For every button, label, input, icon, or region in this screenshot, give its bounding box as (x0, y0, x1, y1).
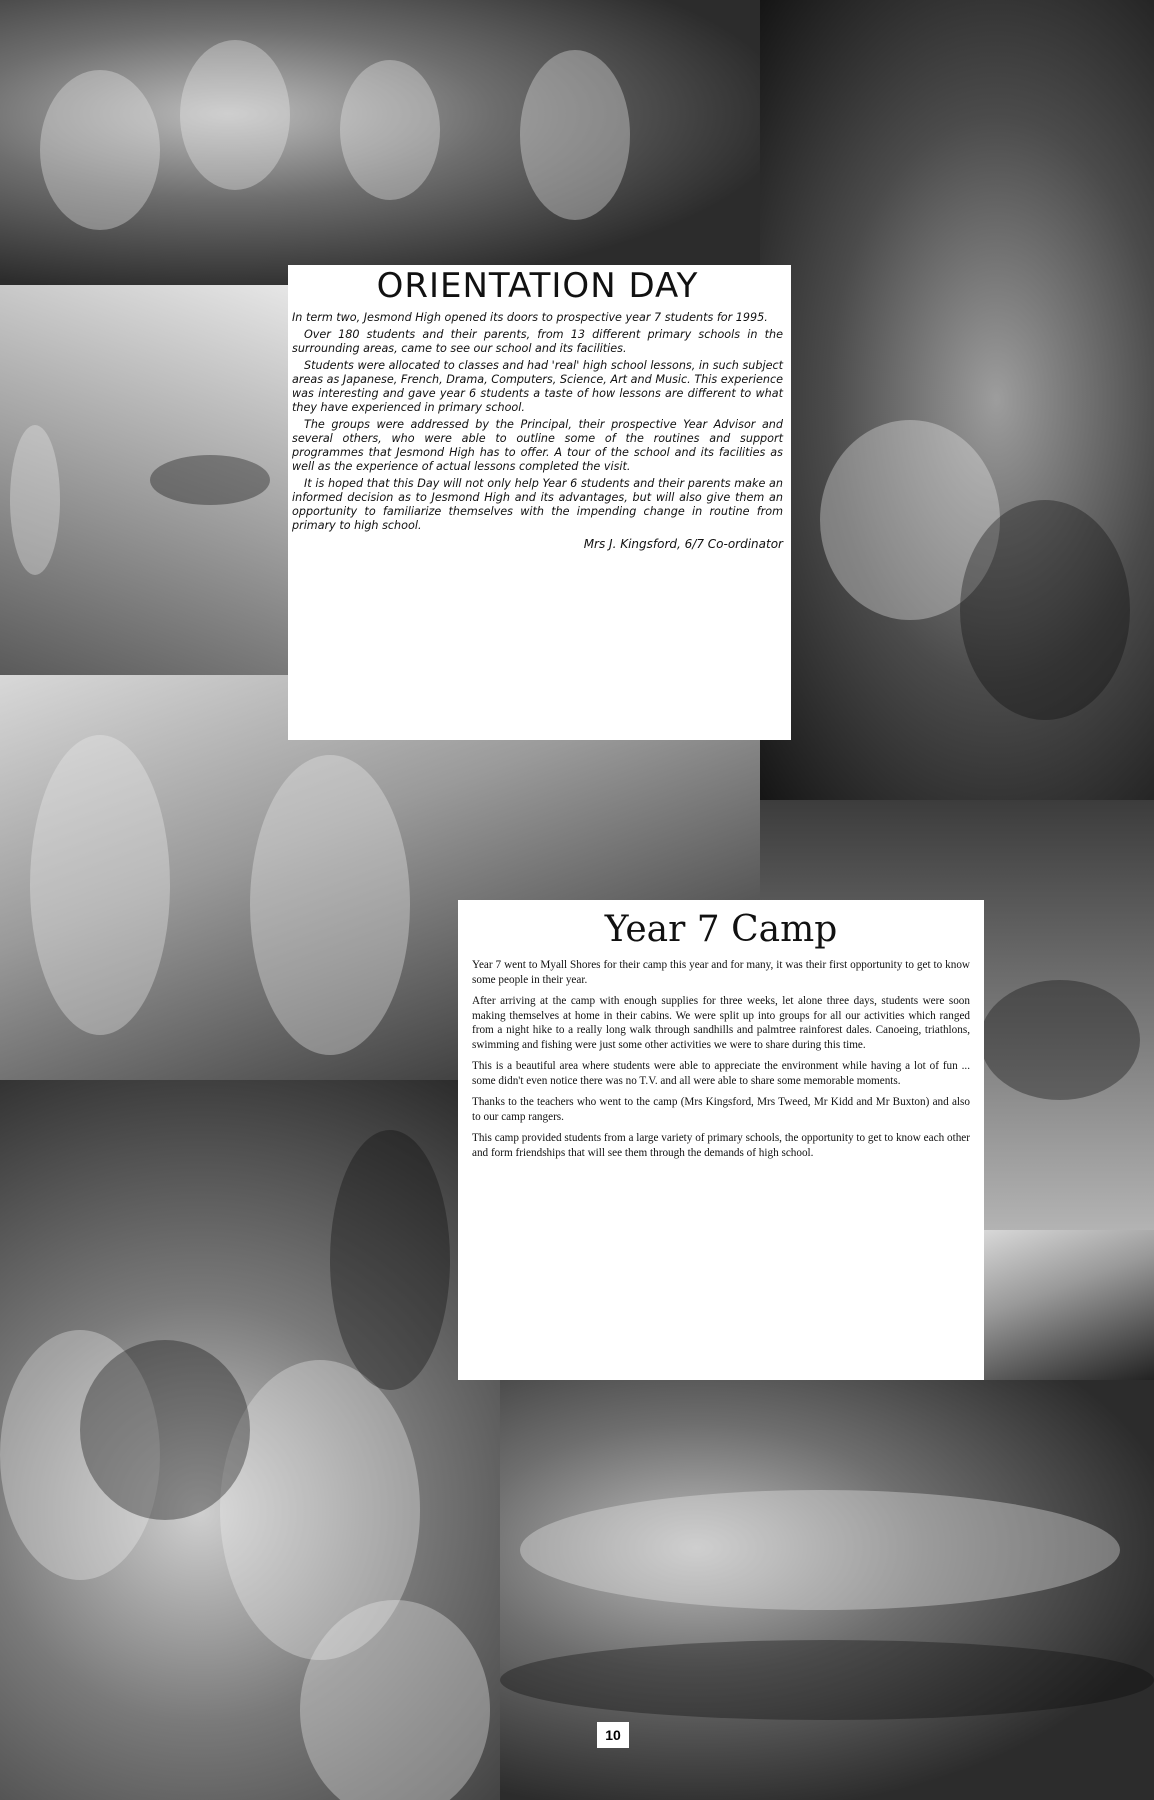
orientation-paragraph-2: Over 180 students and their parents, from 13 different primary schools in the surrounding areas, came to see our school and its facilities. (292, 328, 783, 355)
orientation-signature: Mrs J. Kingsford, 6/7 Co-ordinator (583, 537, 783, 551)
photo-bus-interior-right (760, 0, 1154, 800)
orientation-paragraph-5: It is hoped that this Day will not only help Year 6 students and their parents make an informed decision as to Jesmond High and its advantages, but will also give them an opportunity to familiarize themselves with the impending change in routine from primary to high school. (292, 477, 783, 532)
camp-paragraph-2: After arriving at the camp with enough supplies for three weeks, let alone three days, students were soon making themselves at home in their cabins. We were split up into groups for all our activities which ranged from a night hike to a really long walk through sandhills and palmtree rainforest dales. Canoeing, triathlons, swimming and fishing were just some other activities we were to share during this time. (472, 995, 970, 1051)
camp-paragraph-1: Year 7 went to Myall Shores for their camp this year and for many, it was their first opportunity to get to know some people in their year. (472, 959, 970, 986)
camp-paragraph-3: This is a beautiful area where students were able to appreciate the environment while having a lot of fun ... some didn't even notice there was no T.V. and all were able to share some memorable moments. (472, 1060, 970, 1087)
camp-paragraph-5: This camp provided students from a large variety of primary schools, the opportunity to get to know each other and form friendships that will see them through the demands of high school. (472, 1132, 970, 1159)
year7-camp-article (458, 900, 984, 1380)
photo-verandah-right (984, 1230, 1154, 1380)
orientation-day-title: ORIENTATION DAY (376, 266, 699, 306)
photo-canoeing-left (0, 285, 288, 675)
camp-paragraph-4: Thanks to the teachers who went to the camp (Mrs Kingsford, Mrs Tweed, Mr Kidd and Mr Buxton) and also to our camp rangers. (472, 1096, 970, 1123)
page-number: 10 (597, 1722, 629, 1748)
orientation-paragraph-3: Students were allocated to classes and had 'real' high school lessons, in such subject areas as Japanese, French, Drama, Computers, Science, Art and Music. This experience was interesting and gave year 6 students a taste of how lessons are different to what they have experienced in primary school. (292, 359, 783, 414)
orientation-paragraph-1: In term two, Jesmond High opened its doors to prospective year 7 students for 1995. (292, 311, 768, 324)
orientation-paragraph-4: The groups were addressed by the Principal, their prospective Year Advisor and several others, who were able to outline some of the routines and support programmes that Jesmond High has to offer. A tour of the school and its facilities as well as the experience of actual lessons completed the visit. (292, 418, 783, 473)
photo-students-closeup (0, 1080, 500, 1800)
year7-camp-title: Year 7 Camp (604, 909, 838, 950)
orientation-day-article (288, 265, 791, 740)
photo-students-sitting-top (0, 0, 760, 285)
